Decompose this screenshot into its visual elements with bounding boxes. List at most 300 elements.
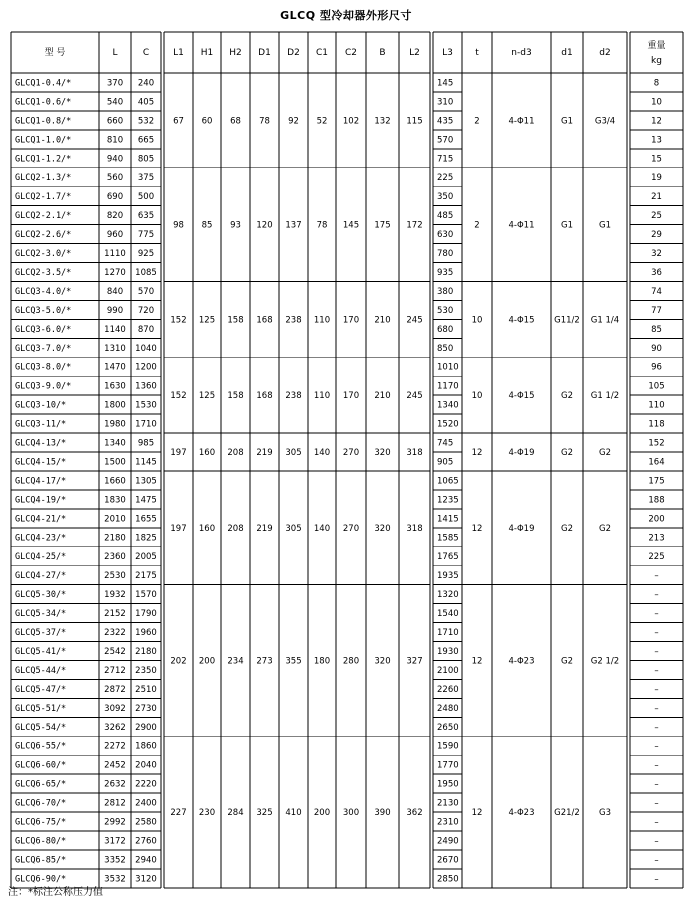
c-cell: 1790 [135, 609, 157, 620]
header-d2: d2 [599, 48, 611, 58]
header-L: L [112, 48, 118, 58]
weight-cell: – [654, 798, 659, 809]
c-cell: 665 [137, 135, 155, 146]
group-nd3-cell: 4-Φ11 [508, 220, 535, 231]
l-cell: 960 [106, 230, 124, 241]
weight-cell: 15 [651, 154, 662, 165]
group-L2-cell: 318 [406, 448, 423, 458]
l-cell: 2452 [104, 760, 126, 771]
header-nd3: n-d3 [511, 48, 532, 58]
c-cell: 775 [137, 230, 155, 241]
l-cell: 3352 [104, 855, 126, 866]
group-C1-cell: 110 [313, 315, 331, 326]
weight-cell: 77 [651, 305, 662, 316]
group-t-cell: 2 [474, 116, 480, 127]
l3-cell: 350 [437, 192, 454, 203]
model-cell: GLCQ1-0.6/* [15, 97, 72, 108]
l-cell: 2360 [104, 552, 126, 563]
model-cell: GLCQ3-4.0/* [15, 286, 72, 297]
group-B-cell: 210 [374, 315, 391, 326]
l-cell: 1140 [104, 324, 126, 335]
model-cell: GLCQ2-2.1/* [15, 211, 72, 222]
header-C2: C2 [344, 48, 358, 58]
group-B-cell: 390 [374, 808, 391, 819]
group-B-cell: 320 [374, 656, 391, 667]
l3-cell: 1520 [437, 419, 459, 430]
model-cell: GLCQ5-30/* [15, 590, 67, 601]
group-H1-cell: 125 [198, 391, 216, 402]
model-cell: GLCQ6-65/* [15, 779, 67, 790]
c-cell: 500 [137, 192, 155, 203]
c-cell: 870 [137, 324, 155, 335]
group-L2-cell: 115 [406, 116, 423, 127]
model-cell: GLCQ4-27/* [15, 571, 67, 582]
model-cell: GLCQ1-1.0/* [15, 135, 72, 146]
l3-cell: 1415 [437, 514, 459, 525]
l-cell: 1270 [104, 267, 126, 278]
group-nd3-cell: 4-Φ15 [508, 391, 535, 402]
weight-cell: – [654, 836, 659, 847]
c-cell: 1960 [135, 628, 157, 639]
group-nd3-cell: 4-Φ15 [508, 315, 535, 326]
c-cell: 805 [137, 154, 155, 165]
group-L2-cell: 318 [406, 523, 423, 534]
l-cell: 3092 [104, 703, 126, 714]
l-cell: 3262 [104, 722, 126, 733]
group-D1-cell: 78 [259, 116, 270, 127]
l-cell: 1470 [104, 362, 126, 373]
header-L2: L2 [409, 48, 420, 58]
group-D2-cell: 410 [285, 808, 302, 819]
group-D1-cell: 325 [256, 808, 273, 819]
l-cell: 2272 [104, 741, 126, 752]
model-cell: GLCQ4-15/* [15, 457, 67, 468]
group-d2-cell: G2 1/2 [590, 656, 620, 667]
weight-cell: – [654, 590, 659, 601]
l3-cell: 1950 [437, 779, 459, 790]
weight-cell: 164 [648, 457, 665, 468]
l-cell: 820 [106, 211, 124, 222]
l3-cell: 780 [437, 249, 454, 260]
group-d1-cell: G2 [561, 523, 573, 534]
group-nd3-cell: 4-Φ19 [508, 523, 535, 534]
l3-cell: 2100 [437, 665, 459, 676]
group-H1-cell: 200 [198, 656, 216, 667]
group-d2-cell: G3 [599, 808, 611, 819]
c-cell: 1360 [135, 381, 157, 392]
weight-cell: 188 [648, 495, 665, 506]
l3-cell: 680 [437, 324, 454, 335]
l3-cell: 935 [437, 267, 454, 278]
weight-cell: – [654, 571, 659, 582]
group-L2-cell: 172 [406, 220, 423, 231]
l-cell: 1110 [104, 249, 126, 260]
group-L1-cell: 197 [170, 448, 187, 458]
group-D2-cell: 238 [285, 315, 302, 326]
weight-cell: – [654, 646, 659, 657]
group-B-cell: 320 [374, 448, 391, 458]
group-C2-cell: 170 [342, 315, 360, 326]
page-title: GLCQ 型冷却器外形尺寸 [280, 9, 412, 22]
l3-cell: 380 [437, 286, 454, 297]
model-cell: GLCQ1-1.2/* [15, 154, 72, 165]
model-cell: GLCQ6-80/* [15, 836, 67, 847]
model-cell: GLCQ4-21/* [15, 514, 67, 525]
weight-cell: 32 [651, 249, 662, 260]
group-L1-cell: 197 [170, 523, 187, 534]
group-B-cell: 320 [374, 523, 391, 534]
l3-cell: 1320 [437, 590, 459, 601]
group-d1-cell: G2 [561, 391, 573, 402]
l-cell: 1660 [104, 476, 126, 487]
header-d1: d1 [561, 48, 573, 58]
weight-cell: – [654, 609, 659, 620]
group-H2-cell: 93 [230, 220, 241, 231]
l-cell: 2542 [104, 646, 126, 657]
c-cell: 3120 [135, 874, 157, 885]
model-cell: GLCQ3-8.0/* [15, 362, 72, 373]
group-L1-cell: 227 [170, 808, 187, 819]
l-cell: 2632 [104, 779, 126, 790]
group-H2-cell: 208 [227, 523, 244, 534]
header-model: 型 号 [44, 48, 66, 58]
model-cell: GLCQ4-19/* [15, 495, 67, 506]
group-C1-cell: 52 [316, 116, 328, 127]
model-cell: GLCQ3-10/* [15, 400, 67, 411]
weight-cell: 225 [648, 552, 665, 563]
c-cell: 1475 [135, 495, 157, 506]
group-H2-cell: 208 [227, 448, 244, 458]
weight-cell: – [654, 628, 659, 639]
model-cell: GLCQ3-5.0/* [15, 305, 72, 316]
c-cell: 1570 [135, 590, 157, 601]
group-d2-cell: G1 1/4 [590, 315, 620, 326]
model-cell: GLCQ2-1.3/* [15, 173, 72, 184]
c-cell: 1530 [135, 400, 157, 411]
c-cell: 1710 [135, 419, 157, 430]
model-cell: GLCQ6-55/* [15, 741, 67, 752]
group-B-cell: 210 [374, 391, 391, 402]
c-cell: 2040 [135, 760, 157, 771]
group-D2-cell: 305 [285, 448, 302, 458]
weight-cell: 110 [648, 400, 665, 411]
l-cell: 1500 [104, 457, 126, 468]
weight-cell: 90 [651, 343, 662, 354]
weight-cell: 12 [651, 116, 662, 127]
group-H1-cell: 160 [198, 448, 216, 458]
group-L1-cell: 152 [170, 391, 187, 402]
l3-cell: 1590 [437, 741, 459, 752]
l-cell: 1980 [104, 419, 126, 430]
c-cell: 1145 [135, 457, 157, 468]
l3-cell: 530 [437, 305, 454, 316]
c-cell: 2940 [135, 855, 157, 866]
weight-cell: 19 [651, 173, 662, 184]
header-L3: L3 [442, 48, 453, 58]
c-cell: 2220 [135, 779, 157, 790]
group-d2-cell: G1 [599, 220, 611, 231]
l3-cell: 1010 [437, 362, 459, 373]
l-cell: 2992 [104, 817, 126, 828]
group-C1-cell: 110 [313, 391, 331, 402]
header-D1: D1 [258, 48, 271, 58]
group-C2-cell: 270 [342, 523, 360, 534]
l3-cell: 1170 [437, 381, 459, 392]
c-cell: 985 [137, 438, 155, 449]
group-C2-cell: 170 [342, 391, 360, 402]
model-cell: GLCQ6-60/* [15, 760, 67, 771]
l-cell: 1340 [104, 438, 126, 449]
model-cell: GLCQ5-37/* [15, 628, 67, 639]
c-cell: 1040 [135, 343, 157, 354]
model-cell: GLCQ5-47/* [15, 684, 67, 695]
l-cell: 2872 [104, 684, 126, 695]
group-C1-cell: 200 [313, 808, 331, 819]
weight-cell: 29 [651, 230, 662, 241]
group-D2-cell: 137 [285, 220, 302, 231]
l3-cell: 2130 [437, 798, 459, 809]
l3-cell: 2310 [437, 817, 459, 828]
group-B-cell: 175 [374, 220, 391, 231]
c-cell: 532 [137, 116, 155, 127]
c-cell: 2350 [135, 665, 157, 676]
weight-cell: 8 [653, 78, 660, 89]
group-C1-cell: 78 [316, 220, 328, 231]
weight-cell: – [654, 703, 659, 714]
model-cell: GLCQ6-85/* [15, 855, 67, 866]
model-cell: GLCQ3-9.0/* [15, 381, 72, 392]
l-cell: 3532 [104, 874, 126, 885]
group-H2-cell: 234 [227, 656, 244, 667]
group-t-cell: 12 [471, 656, 483, 667]
l-cell: 370 [106, 78, 124, 89]
l3-cell: 1585 [437, 533, 459, 544]
header-B: B [379, 48, 386, 58]
header-C1: C1 [315, 48, 329, 58]
model-cell: GLCQ5-34/* [15, 609, 67, 620]
group-t-cell: 10 [471, 315, 483, 326]
c-cell: 2760 [135, 836, 157, 847]
header-H1: H1 [200, 48, 214, 58]
model-cell: GLCQ4-13/* [15, 438, 67, 449]
c-cell: 2730 [135, 703, 157, 714]
group-nd3-cell: 4-Φ19 [508, 448, 535, 458]
group-L1-cell: 98 [173, 220, 184, 231]
group-t-cell: 12 [471, 808, 483, 819]
group-L2-cell: 362 [406, 808, 423, 819]
l-cell: 1310 [104, 343, 126, 354]
c-cell: 2580 [135, 817, 157, 828]
group-H1-cell: 60 [201, 116, 213, 127]
l3-cell: 2670 [437, 855, 459, 866]
group-t-cell: 12 [471, 448, 483, 458]
l-cell: 2530 [104, 571, 126, 582]
model-cell: GLCQ6-70/* [15, 798, 67, 809]
l3-cell: 1540 [437, 609, 459, 620]
l3-cell: 1235 [437, 495, 459, 506]
l3-cell: 1770 [437, 760, 459, 771]
header-L1: L1 [173, 48, 184, 58]
header-H2: H2 [229, 48, 242, 58]
l3-cell: 145 [437, 78, 454, 89]
weight-cell: 96 [651, 362, 662, 373]
group-C2-cell: 270 [342, 448, 360, 458]
l-cell: 810 [106, 135, 124, 146]
weight-cell: – [654, 684, 659, 695]
group-nd3-cell: 4-Φ11 [508, 116, 535, 127]
weight-cell: 105 [648, 381, 665, 392]
group-d1-cell: G2 [561, 656, 573, 667]
group-H1-cell: 230 [198, 808, 216, 819]
group-d1-cell: G1 [561, 116, 573, 127]
l-cell: 2152 [104, 609, 126, 620]
group-D2-cell: 305 [285, 523, 302, 534]
group-d2-cell: G1 1/2 [590, 391, 620, 402]
l-cell: 2712 [104, 665, 126, 676]
group-d1-cell: G11/2 [554, 315, 580, 326]
group-C2-cell: 280 [342, 656, 360, 667]
group-D2-cell: 238 [285, 391, 302, 402]
model-cell: GLCQ5-41/* [15, 646, 67, 657]
group-L2-cell: 245 [406, 391, 423, 402]
footnote: 注：*标注公称压力值 [8, 887, 103, 898]
l3-cell: 1765 [437, 552, 459, 563]
l-cell: 2322 [104, 628, 126, 639]
weight-cell: 152 [648, 438, 665, 449]
l-cell: 540 [106, 97, 124, 108]
weight-cell: – [654, 874, 659, 885]
c-cell: 1655 [135, 514, 157, 525]
group-nd3-cell: 4-Φ23 [508, 808, 535, 819]
c-cell: 2510 [135, 684, 157, 695]
group-t-cell: 10 [471, 391, 483, 402]
c-cell: 405 [137, 97, 155, 108]
l3-cell: 2260 [437, 684, 459, 695]
group-D1-cell: 168 [256, 315, 273, 326]
model-cell: GLCQ5-44/* [15, 665, 67, 676]
header-t: t [475, 48, 479, 58]
l3-cell: 1935 [437, 571, 459, 582]
group-H2-cell: 68 [230, 116, 241, 127]
l3-cell: 1710 [437, 628, 459, 639]
l-cell: 1800 [104, 400, 126, 411]
l-cell: 1932 [104, 590, 126, 601]
group-H1-cell: 160 [198, 523, 216, 534]
group-D1-cell: 219 [256, 448, 273, 458]
weight-cell: – [654, 722, 659, 733]
group-B-cell: 132 [374, 116, 391, 127]
model-cell: GLCQ4-17/* [15, 476, 67, 487]
group-d1-cell: G21/2 [554, 808, 580, 819]
model-cell: GLCQ6-90/* [15, 874, 67, 885]
model-cell: GLCQ4-23/* [15, 533, 67, 544]
weight-cell: 21 [651, 192, 662, 203]
c-cell: 2005 [135, 552, 157, 563]
model-cell: GLCQ1-0.8/* [15, 116, 72, 127]
c-cell: 925 [137, 249, 155, 260]
group-L2-cell: 245 [406, 315, 423, 326]
group-L1-cell: 152 [170, 315, 187, 326]
weight-cell: 36 [651, 267, 662, 278]
weight-cell: – [654, 779, 659, 790]
l-cell: 2180 [104, 533, 126, 544]
c-cell: 1825 [135, 533, 157, 544]
weight-cell: 74 [651, 286, 662, 297]
group-nd3-cell: 4-Φ23 [508, 656, 535, 667]
group-D1-cell: 273 [256, 656, 273, 667]
weight-cell: 200 [648, 514, 665, 525]
weight-cell: 13 [651, 135, 662, 146]
group-C1-cell: 140 [313, 448, 331, 458]
group-L1-cell: 67 [173, 116, 184, 127]
l-cell: 2812 [104, 798, 126, 809]
weight-cell: – [654, 741, 659, 752]
model-cell: GLCQ5-51/* [15, 703, 67, 714]
l-cell: 1630 [104, 381, 126, 392]
l3-cell: 225 [437, 173, 454, 184]
model-cell: GLCQ1-0.4/* [15, 78, 72, 89]
model-cell: GLCQ2-1.7/* [15, 192, 72, 203]
l3-cell: 310 [437, 97, 454, 108]
weight-cell: 213 [648, 533, 665, 544]
l3-cell: 1340 [437, 400, 459, 411]
c-cell: 1085 [135, 267, 157, 278]
weight-cell: – [654, 855, 659, 866]
group-d1-cell: G1 [561, 220, 573, 231]
group-t-cell: 2 [474, 220, 480, 231]
group-t-cell: 12 [471, 523, 483, 534]
group-C1-cell: 140 [313, 523, 331, 534]
group-L1-cell: 202 [170, 656, 187, 667]
l3-cell: 905 [437, 457, 454, 468]
l-cell: 940 [106, 154, 124, 165]
group-H2-cell: 158 [227, 315, 244, 326]
l-cell: 3172 [104, 836, 126, 847]
c-cell: 240 [137, 78, 155, 89]
l-cell: 840 [106, 286, 124, 297]
model-cell: GLCQ3-6.0/* [15, 324, 72, 335]
model-cell: GLCQ2-3.0/* [15, 249, 72, 260]
weight-cell: 25 [651, 211, 662, 222]
l3-cell: 1930 [437, 646, 459, 657]
model-cell: GLCQ2-2.6/* [15, 230, 72, 241]
header-C: C [142, 48, 150, 58]
model-cell: GLCQ5-54/* [15, 722, 67, 733]
model-cell: GLCQ2-3.5/* [15, 267, 72, 278]
c-cell: 2400 [135, 798, 157, 809]
model-cell: GLCQ4-25/* [15, 552, 67, 563]
l-cell: 1830 [104, 495, 126, 506]
c-cell: 1860 [135, 741, 157, 752]
group-H2-cell: 158 [227, 391, 244, 402]
l3-cell: 630 [437, 230, 454, 241]
weight-cell: – [654, 760, 659, 771]
model-cell: GLCQ3-7.0/* [15, 343, 72, 354]
group-H1-cell: 125 [198, 315, 216, 326]
l3-cell: 2650 [437, 722, 459, 733]
group-D1-cell: 219 [256, 523, 273, 534]
weight-cell: 175 [648, 476, 665, 487]
group-D1-cell: 120 [256, 220, 273, 231]
l3-cell: 715 [437, 154, 454, 165]
c-cell: 375 [137, 173, 155, 184]
l3-cell: 570 [437, 135, 454, 146]
group-D2-cell: 92 [288, 116, 299, 127]
c-cell: 1200 [135, 362, 157, 373]
group-D1-cell: 168 [256, 391, 273, 402]
l-cell: 990 [106, 305, 124, 316]
l-cell: 560 [106, 173, 124, 184]
